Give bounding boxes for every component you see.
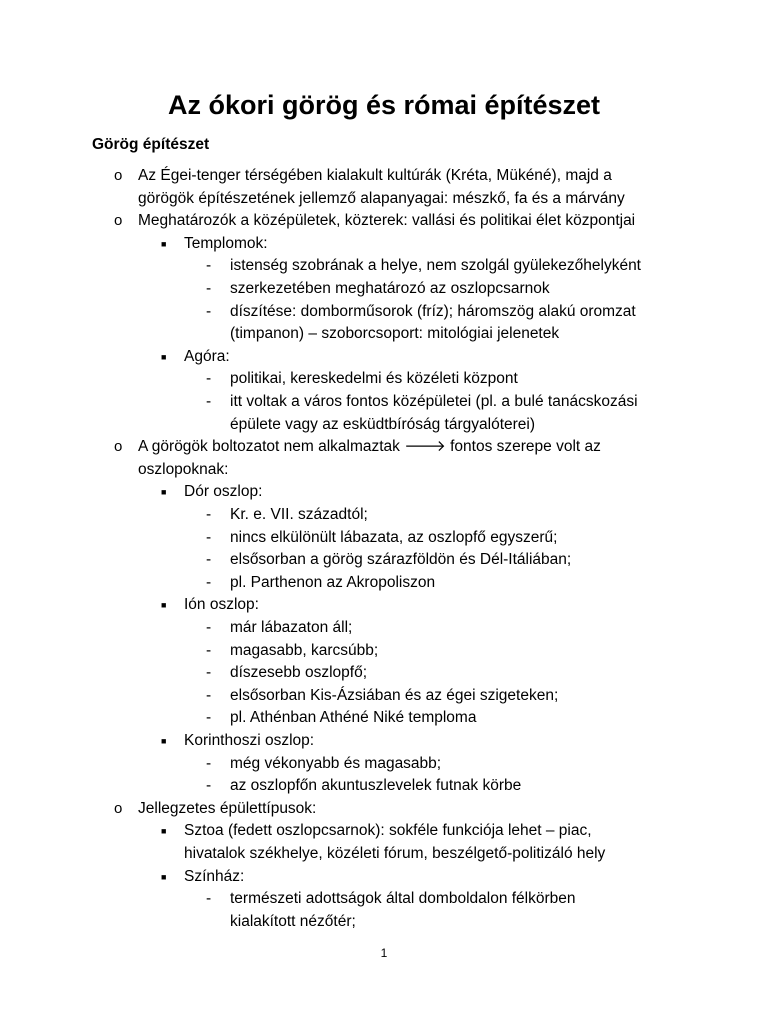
bullet-level2: ■ (161, 736, 167, 746)
bullet-level1: o (114, 438, 123, 455)
outline-line-level3: itt voltak a város fontos középületei (pl. a bulé tanácskozási (230, 393, 638, 410)
section-heading: Görög építészet (92, 136, 210, 153)
bullet-level3: - (206, 393, 212, 410)
outline-line-level1: Az Égei-tenger térségében kialakult kultúrák (Kréta, Mükéné), majd a (138, 167, 612, 184)
outline-line-level3: az oszlopfőn akuntuszlevelek futnak körbe (230, 777, 522, 794)
bullet-level2: ■ (161, 239, 167, 249)
outline-line-level3: épülete vagy az esküdtbíróság tárgyalóterei) (230, 416, 536, 433)
outline-line-level1: görögök építészetének jellemző alapanyagai: mészkő, fa és a márvány (138, 190, 625, 207)
outline-line-level2: Agóra: (184, 348, 230, 365)
bullet-level2: ■ (161, 872, 167, 882)
outline-line-level2: hivatalok székhelye, közéleti fórum, beszélgető-politizáló hely (184, 845, 606, 862)
bullet-level3: - (206, 890, 212, 907)
outline-line-level3: elsősorban a görög szárazföldön és Dél-Itáliában; (230, 551, 572, 568)
bullet-level1: o (114, 212, 123, 229)
bullet-level2: ■ (161, 487, 167, 497)
bullet-level2: ■ (161, 600, 167, 610)
outline-line-level3: nincs elkülönült lábazata, az oszlopfő egyszerű; (230, 529, 558, 546)
bullet-level3: - (206, 755, 212, 772)
bullet-level3: - (206, 506, 212, 523)
bullet-level2: ■ (161, 352, 167, 362)
outline-line-level3: pl. Parthenon az Akropoliszon (230, 574, 436, 591)
outline-line-level2: Templomok: (184, 235, 268, 252)
bullet-level3: - (206, 619, 212, 636)
bullet-level2: ■ (161, 826, 167, 836)
bullet-level3: - (206, 257, 212, 274)
document-title: Az ókori görög és római építészet (167, 90, 601, 120)
bullet-level3: - (206, 709, 212, 726)
outline-line-level3: díszesebb oszlopfő; (230, 664, 368, 681)
bullet-level3: - (206, 370, 212, 387)
outline-line-level2: Korinthoszi oszlop: (184, 732, 315, 749)
outline-line-level3: természeti adottságok által domboldalon félkörben (230, 890, 576, 907)
bullet-level3: - (206, 280, 212, 297)
outline-line-level3: elsősorban Kis-Ázsiában és az égei szigeteken; (230, 687, 559, 704)
outline-line-level1: A görögök boltozatot nem alkalmaztak 🡒 fontos szerepe volt az (138, 438, 601, 455)
bullet-level1: o (114, 800, 123, 817)
bullet-level3: - (206, 551, 212, 568)
bullet-level3: - (206, 574, 212, 591)
outline-line-level3: díszítése: domborműsorok (fríz); háromszög alakú oromzat (230, 303, 636, 320)
outline-line-level3: még vékonyabb és magasabb; (230, 755, 442, 772)
bullet-level3: - (206, 777, 212, 794)
outline-line-level3: istenség szobrának a helye, nem szolgál gyülekezőhelyként (230, 257, 641, 274)
bullet-level3: - (206, 303, 212, 320)
outline-line-level1: oszlopoknak: (138, 461, 229, 478)
outline-line-level2: Sztoa (fedett oszlopcsarnok): sokféle funkciója lehet – piac, (184, 822, 592, 839)
bullet-level3: - (206, 529, 212, 546)
bullet-level3: - (206, 664, 212, 681)
outline-line-level1: Meghatározók a középületek, közterek: vallási és politikai élet központjai (138, 212, 636, 229)
outline-line-level1: Jellegzetes épülettípusok: (138, 800, 317, 817)
bullet-level3: - (206, 687, 212, 704)
outline-line-level3: kialakított nézőtér; (230, 913, 356, 930)
outline-line-level2: Dór oszlop: (184, 483, 263, 500)
bullet-level3: - (206, 642, 212, 659)
outline-line-level2: Színház: (184, 868, 245, 885)
page-number: 1 (380, 946, 388, 960)
outline-line-level3: már lábazaton áll; (230, 619, 353, 636)
outline-line-level3: magasabb, karcsúbb; (230, 642, 379, 659)
outline-line-level2: Ión oszlop: (184, 596, 259, 613)
bullet-level1: o (114, 167, 123, 184)
outline-line-level3: pl. Athénban Athéné Niké temploma (230, 709, 477, 726)
outline-line-level3: szerkezetében meghatározó az oszlopcsarnok (230, 280, 550, 297)
outline-line-level3: Kr. e. VII. századtól; (230, 506, 368, 523)
outline-line-level3: politikai, kereskedelmi és közéleti központ (230, 370, 518, 387)
outline-line-level3: (timpanon) – szoborcsoport: mitológiai jelenetek (230, 325, 560, 342)
